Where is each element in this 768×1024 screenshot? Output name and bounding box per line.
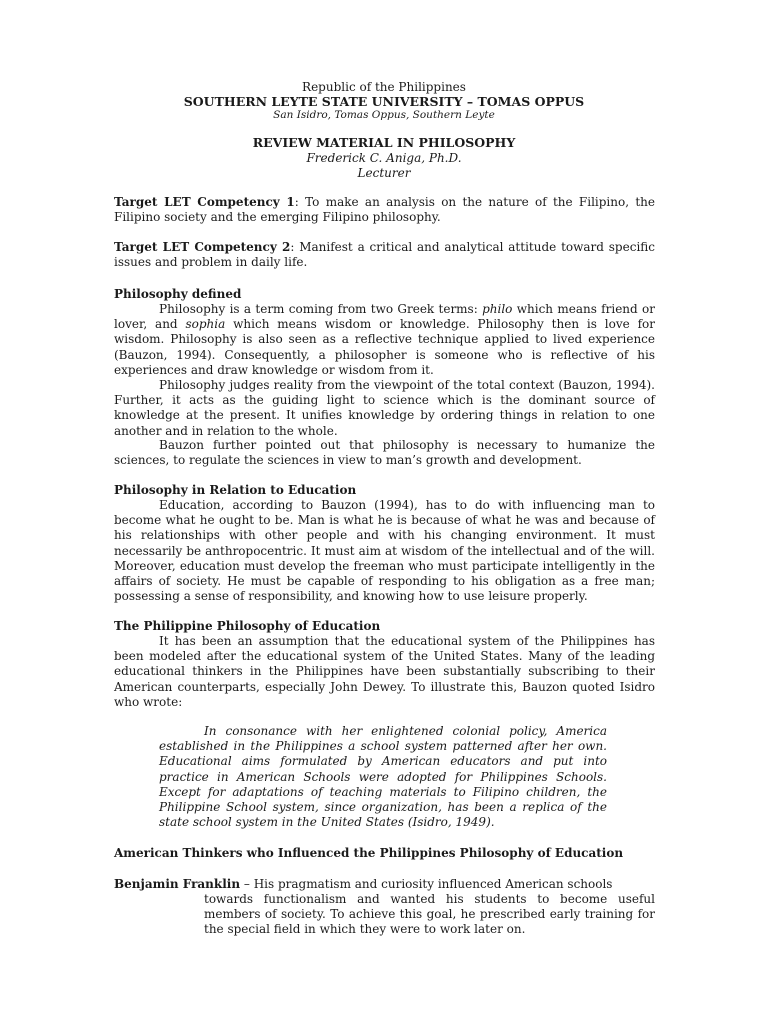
competency-2-text: : Manifest a critical and analytical attitude toward specific issues and problem in daily life. xyxy=(114,240,656,270)
section-heading-american-thinkers: American Thinkers who Influenced the Philippines Philosophy of Education xyxy=(114,846,624,860)
competency-1 xyxy=(114,195,655,225)
franklin-name: Benjamin Franklin xyxy=(114,877,241,891)
author-role: Lecturer xyxy=(357,166,411,180)
text-run: Philosophy is a term coming from two Greek terms: xyxy=(159,302,483,316)
document-title: REVIEW MATERIAL IN PHILOSOPHY xyxy=(252,135,516,150)
section-heading-philosophy-defined: Philosophy defined xyxy=(114,287,242,301)
university-address: San Isidro, Tomas Oppus, Southern Leyte xyxy=(273,109,495,121)
paragraph-education: Education, according to Bauzon (1994), has to do with influencing man to become what he ought to be. Man is what he is because of what he was and because of his relationships with other people and with his changing environment. It must necessarily be anthropocentric. It must aim at wisdom of the intellectual and of the will. Moreover, education must develop the freeman who must participate intelligently in the affairs of society. He must be capable of responding to his obligation as a free man; possessing a sense of responsibility, and knowing how to use leisure properly. xyxy=(114,498,655,604)
author-name: Frederick C. Aniga, Ph.D. xyxy=(306,151,462,165)
section-heading-philippine-philosophy: The Philippine Philosophy of Education xyxy=(114,619,381,633)
paragraph-philippine-philosophy: It has been an assumption that the educational system of the Philippines has been modeled after the educational system of the United States. Many of the leading educational thinkers in the Philippines have been substantially subscribing to their American counterparts, especially John Dewey. To illustrate this, Bauzon quoted Isidro who wrote: xyxy=(114,634,655,709)
term-sophia: sophia xyxy=(185,317,226,332)
section-heading-philosophy-education: Philosophy in Relation to Education xyxy=(114,483,357,497)
competency-2 xyxy=(114,240,655,270)
franklin-entry-first-line xyxy=(114,877,655,892)
competency-2-label: Target LET Competency 2 xyxy=(114,240,291,254)
quotation-isidro: In consonance with her enlightened colonial policy, America established in the Philippines a school system patterned after her own. Educational aims formulated by American educators and put into practice in American Schools were adopted for Philippines Schools. Except for adaptations of teaching materials to Filipino children, the Philippine School system, since organization, has been a replica of the state school system in the United States (Isidro, 1949). xyxy=(159,724,607,830)
paragraph-philosophy-sciences: Bauzon further pointed out that philosophy is necessary to humanize the sciences, to regulate the sciences in view to man’s growth and development. xyxy=(114,438,655,468)
term-philo: philo xyxy=(482,302,513,316)
competency-1-text: : To make an analysis on the nature of the Filipino, the Filipino society and the emerging Filipino philosophy. xyxy=(114,195,655,225)
republic-line: Republic of the Philippines xyxy=(302,80,466,94)
text-run: which means wisdom or knowledge. Philosophy then is love for wisdom. Philosophy is also seen as a reflective technique applied to lived experience (Bauzon, 1994). Consequently, a philosopher is someone who is reflective of his experiences and draw knowledge or wisdom from it. xyxy=(114,317,655,377)
paragraph-philosophy-definition xyxy=(114,302,655,378)
paragraph-philosophy-reality: Philosophy judges reality from the viewpoint of the total context (Bauzon, 1994). Further, it acts as the guiding light to science which is the dominant source of knowledge at the present. It unifies knowledge by ordering things in relation to one another and in relation to the whole. xyxy=(114,378,655,438)
franklin-entry-continuation: towards functionalism and wanted his students to become useful members of society. To achieve this goal, he prescribed early training for the special field in which they were to work later on. xyxy=(204,892,655,937)
competency-1-label: Target LET Competency 1 xyxy=(114,195,295,209)
text-run: which means friend or lover, and xyxy=(114,302,655,332)
franklin-first-line-text: – His pragmatism and curiosity influenced American schools xyxy=(240,877,613,891)
university-name: SOUTHERN LEYTE STATE UNIVERSITY – TOMAS OPPUS xyxy=(183,94,585,109)
